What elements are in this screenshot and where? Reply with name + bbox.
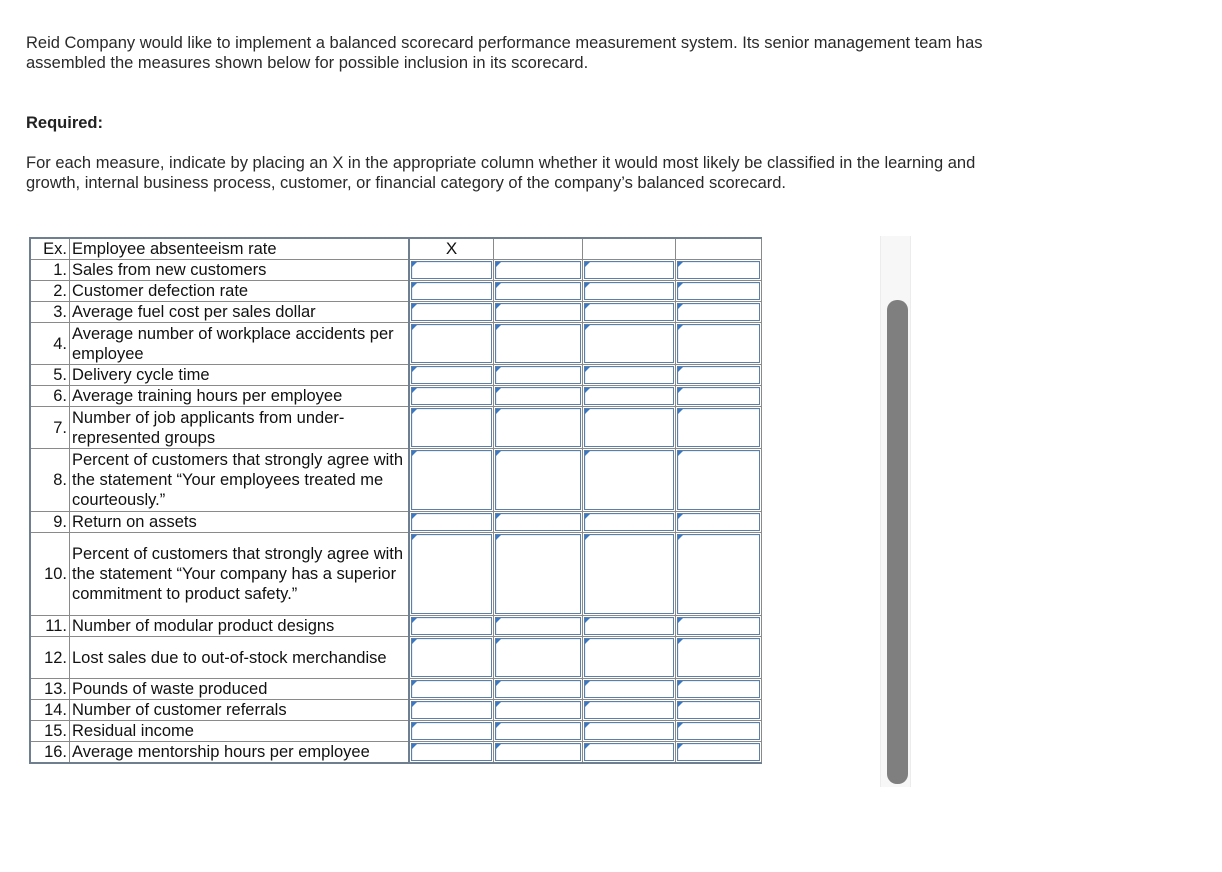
answer-input-box[interactable] xyxy=(584,534,674,614)
row-number: Ex. xyxy=(30,238,70,260)
answer-cell-financial[interactable] xyxy=(676,742,762,764)
answer-input-box[interactable] xyxy=(495,701,581,719)
answer-input-box[interactable] xyxy=(584,324,674,363)
scrollbar-thumb[interactable] xyxy=(887,300,908,784)
answer-input-box[interactable] xyxy=(495,743,581,761)
answer-input-box[interactable] xyxy=(584,701,674,719)
answer-input-box[interactable] xyxy=(584,722,674,740)
answer-cell-customer[interactable] xyxy=(583,281,676,302)
instructions-text: For each measure, indicate by placing an X in the appropriate column whether it would most likely be classified in the learning and growth, internal business process, customer, or financial category of the company’s balanced scorecard. xyxy=(26,154,976,192)
answer-cell-financial[interactable] xyxy=(676,407,762,449)
answer-cell-customer[interactable] xyxy=(583,365,676,386)
row-number: 14. xyxy=(30,700,70,721)
answer-input-box[interactable] xyxy=(584,366,674,384)
answer-input-box[interactable] xyxy=(495,303,581,321)
answer-input-box[interactable] xyxy=(677,408,760,447)
answer-input-box[interactable] xyxy=(411,513,492,531)
answer-input-box[interactable] xyxy=(495,680,581,698)
answer-cell-internal-process[interactable] xyxy=(494,302,583,323)
row-number: 15. xyxy=(30,721,70,742)
answer-input-box[interactable] xyxy=(411,534,492,614)
example-row xyxy=(30,238,762,260)
answer-input-box[interactable] xyxy=(495,617,581,635)
answer-cell-internal-process[interactable] xyxy=(494,700,583,721)
measure-label: Percent of customers that strongly agree with the statement “Your company has a superior commitment to product safety.” xyxy=(70,533,410,616)
answer-cell-customer[interactable] xyxy=(583,679,676,700)
answer-input-box[interactable] xyxy=(495,408,581,447)
answer-cell-financial[interactable] xyxy=(676,616,762,637)
answer-input-box[interactable] xyxy=(411,303,492,321)
scorecard-table xyxy=(29,237,762,764)
answer-cell-learning-growth[interactable] xyxy=(409,323,494,365)
measure-row xyxy=(30,721,762,742)
measure-label: Number of customer referrals xyxy=(70,700,410,721)
measure-label: Average number of workplace accidents per employee xyxy=(70,323,410,365)
answer-input-box[interactable] xyxy=(411,366,492,384)
answer-cell-customer[interactable] xyxy=(583,637,676,679)
answer-input-box[interactable] xyxy=(677,450,760,510)
answer-input-box[interactable] xyxy=(677,617,760,635)
answer-cell-learning-growth[interactable] xyxy=(409,637,494,679)
row-number: 4. xyxy=(30,323,70,365)
row-number: 3. xyxy=(30,302,70,323)
answer-cell-learning-growth[interactable] xyxy=(409,260,494,281)
answer-input-box[interactable] xyxy=(677,387,760,405)
scorecard-body xyxy=(30,238,762,763)
answer-input-box[interactable] xyxy=(584,303,674,321)
answer-cell-learning-growth[interactable] xyxy=(409,281,494,302)
example-mark-learning-growth: X xyxy=(409,238,494,260)
answer-cell-customer[interactable] xyxy=(583,323,676,365)
answer-cell-internal-process[interactable] xyxy=(494,407,583,449)
answer-input-box[interactable] xyxy=(584,450,674,510)
answer-cell-customer[interactable] xyxy=(583,721,676,742)
answer-cell-internal-process[interactable] xyxy=(494,260,583,281)
intro-text: Reid Company would like to implement a balanced scorecard performance measurement system. Its senior management team has assembled the measures shown below for possible inclusion in its scorecard. xyxy=(26,34,983,72)
measure-label: Lost sales due to out-of-stock merchandise xyxy=(70,637,410,679)
answer-input-box[interactable] xyxy=(411,722,492,740)
answer-cell-internal-process[interactable] xyxy=(494,616,583,637)
answer-cell-internal-process[interactable] xyxy=(494,742,583,764)
answer-input-box[interactable] xyxy=(677,722,760,740)
measure-label: Return on assets xyxy=(70,512,410,533)
measure-label: Customer defection rate xyxy=(70,281,410,302)
answer-cell-customer[interactable] xyxy=(583,260,676,281)
measure-row xyxy=(30,700,762,721)
row-number: 11. xyxy=(30,616,70,637)
required-heading: Required: xyxy=(26,114,104,132)
answer-cell-learning-growth[interactable] xyxy=(409,533,494,616)
answer-input-box[interactable] xyxy=(677,680,760,698)
answer-cell-financial[interactable] xyxy=(676,700,762,721)
answer-cell-internal-process[interactable] xyxy=(494,533,583,616)
answer-cell-financial[interactable] xyxy=(676,679,762,700)
answer-cell-financial[interactable] xyxy=(676,533,762,616)
answer-input-box[interactable] xyxy=(495,324,581,363)
answer-input-box[interactable] xyxy=(584,261,674,279)
answer-input-box[interactable] xyxy=(677,701,760,719)
answer-input-box[interactable] xyxy=(584,282,674,300)
answer-cell-financial[interactable] xyxy=(676,386,762,407)
measure-row xyxy=(30,365,762,386)
answer-input-box[interactable] xyxy=(677,282,760,300)
measure-row xyxy=(30,512,762,533)
answer-input-box[interactable] xyxy=(411,450,492,510)
measure-label: Delivery cycle time xyxy=(70,365,410,386)
measure-row xyxy=(30,637,762,679)
row-number: 6. xyxy=(30,386,70,407)
measure-row xyxy=(30,407,762,449)
answer-input-box[interactable] xyxy=(677,638,760,677)
measure-row xyxy=(30,260,762,281)
answer-cell-internal-process[interactable] xyxy=(494,721,583,742)
answer-cell-customer[interactable] xyxy=(583,407,676,449)
answer-input-box[interactable] xyxy=(584,387,674,405)
row-number: 1. xyxy=(30,260,70,281)
measure-row xyxy=(30,679,762,700)
measure-label: Average training hours per employee xyxy=(70,386,410,407)
answer-input-box[interactable] xyxy=(677,324,760,363)
measure-label: Pounds of waste produced xyxy=(70,679,410,700)
answer-input-box[interactable] xyxy=(677,366,760,384)
measure-row xyxy=(30,281,762,302)
answer-cell-customer[interactable] xyxy=(583,449,676,512)
row-number: 13. xyxy=(30,679,70,700)
example-mark-internal-process xyxy=(494,238,583,260)
answer-cell-internal-process[interactable] xyxy=(494,637,583,679)
answer-input-box[interactable] xyxy=(584,743,674,761)
row-number: 10. xyxy=(30,533,70,616)
answer-input-box[interactable] xyxy=(677,261,760,279)
measure-label: Number of job applicants from under-represented groups xyxy=(70,407,410,449)
example-mark-financial xyxy=(676,238,762,260)
answer-cell-learning-growth[interactable] xyxy=(409,721,494,742)
answer-cell-learning-growth[interactable] xyxy=(409,742,494,764)
answer-cell-customer[interactable] xyxy=(583,616,676,637)
answer-input-box[interactable] xyxy=(411,701,492,719)
answer-cell-financial[interactable] xyxy=(676,512,762,533)
measure-label: Percent of customers that strongly agree with the statement “Your employees treated me courteously.” xyxy=(70,449,410,512)
answer-input-box[interactable] xyxy=(411,638,492,677)
answer-input-box[interactable] xyxy=(495,366,581,384)
answer-cell-financial[interactable] xyxy=(676,260,762,281)
answer-input-box[interactable] xyxy=(411,387,492,405)
measure-label: Average fuel cost per sales dollar xyxy=(70,302,410,323)
measure-row xyxy=(30,449,762,512)
measure-row xyxy=(30,742,762,764)
answer-cell-learning-growth[interactable] xyxy=(409,302,494,323)
answer-cell-customer[interactable] xyxy=(583,386,676,407)
answer-input-box[interactable] xyxy=(411,324,492,363)
measure-label: Employee absenteeism rate xyxy=(70,238,410,260)
answer-input-box[interactable] xyxy=(411,743,492,761)
answer-input-box[interactable] xyxy=(495,261,581,279)
answer-input-box[interactable] xyxy=(677,743,760,761)
answer-input-box[interactable] xyxy=(495,513,581,531)
answer-input-box[interactable] xyxy=(411,680,492,698)
answer-input-box[interactable] xyxy=(411,282,492,300)
answer-cell-learning-growth[interactable] xyxy=(409,407,494,449)
answer-input-box[interactable] xyxy=(495,534,581,614)
answer-input-box[interactable] xyxy=(495,638,581,677)
answer-cell-internal-process[interactable] xyxy=(494,512,583,533)
answer-cell-learning-growth[interactable] xyxy=(409,616,494,637)
row-number: 2. xyxy=(30,281,70,302)
answer-cell-financial[interactable] xyxy=(676,637,762,679)
answer-cell-financial[interactable] xyxy=(676,449,762,512)
scrollbar-track[interactable] xyxy=(880,236,911,787)
answer-input-box[interactable] xyxy=(677,534,760,614)
answer-input-box[interactable] xyxy=(584,513,674,531)
row-number: 12. xyxy=(30,637,70,679)
measure-label: Residual income xyxy=(70,721,410,742)
row-number: 8. xyxy=(30,449,70,512)
measure-row xyxy=(30,302,762,323)
answer-cell-customer[interactable] xyxy=(583,533,676,616)
answer-cell-learning-growth[interactable] xyxy=(409,679,494,700)
measure-label: Number of modular product designs xyxy=(70,616,410,637)
example-mark-customer xyxy=(583,238,676,260)
answer-cell-learning-growth[interactable] xyxy=(409,700,494,721)
answer-cell-learning-growth[interactable] xyxy=(409,365,494,386)
answer-cell-internal-process[interactable] xyxy=(494,365,583,386)
row-number: 9. xyxy=(30,512,70,533)
measure-label: Average mentorship hours per employee xyxy=(70,742,410,764)
answer-cell-internal-process[interactable] xyxy=(494,386,583,407)
answer-cell-financial[interactable] xyxy=(676,365,762,386)
answer-input-box[interactable] xyxy=(584,408,674,447)
answer-input-box[interactable] xyxy=(495,450,581,510)
answer-cell-financial[interactable] xyxy=(676,281,762,302)
answer-cell-customer[interactable] xyxy=(583,742,676,764)
answer-input-box[interactable] xyxy=(411,408,492,447)
answer-cell-customer[interactable] xyxy=(583,700,676,721)
answer-cell-internal-process[interactable] xyxy=(494,323,583,365)
answer-cell-financial[interactable] xyxy=(676,302,762,323)
answer-input-box[interactable] xyxy=(677,513,760,531)
answer-cell-internal-process[interactable] xyxy=(494,679,583,700)
answer-cell-customer[interactable] xyxy=(583,302,676,323)
measure-row xyxy=(30,323,762,365)
answer-cell-learning-growth[interactable] xyxy=(409,449,494,512)
answer-input-box[interactable] xyxy=(495,282,581,300)
answer-input-box[interactable] xyxy=(411,261,492,279)
measure-row xyxy=(30,616,762,637)
answer-input-box[interactable] xyxy=(411,617,492,635)
row-number: 7. xyxy=(30,407,70,449)
answer-input-box[interactable] xyxy=(584,680,674,698)
answer-cell-financial[interactable] xyxy=(676,721,762,742)
answer-cell-learning-growth[interactable] xyxy=(409,512,494,533)
answer-input-box[interactable] xyxy=(495,387,581,405)
answer-cell-internal-process[interactable] xyxy=(494,449,583,512)
measure-label: Sales from new customers xyxy=(70,260,410,281)
row-number: 5. xyxy=(30,365,70,386)
row-number: 16. xyxy=(30,742,70,764)
answer-input-box[interactable] xyxy=(584,638,674,677)
answer-cell-internal-process[interactable] xyxy=(494,281,583,302)
measure-row xyxy=(30,386,762,407)
answer-input-box[interactable] xyxy=(677,303,760,321)
answer-cell-financial[interactable] xyxy=(676,323,762,365)
answer-input-box[interactable] xyxy=(584,617,674,635)
answer-cell-learning-growth[interactable] xyxy=(409,386,494,407)
answer-input-box[interactable] xyxy=(495,722,581,740)
measure-row xyxy=(30,533,762,616)
answer-cell-customer[interactable] xyxy=(583,512,676,533)
